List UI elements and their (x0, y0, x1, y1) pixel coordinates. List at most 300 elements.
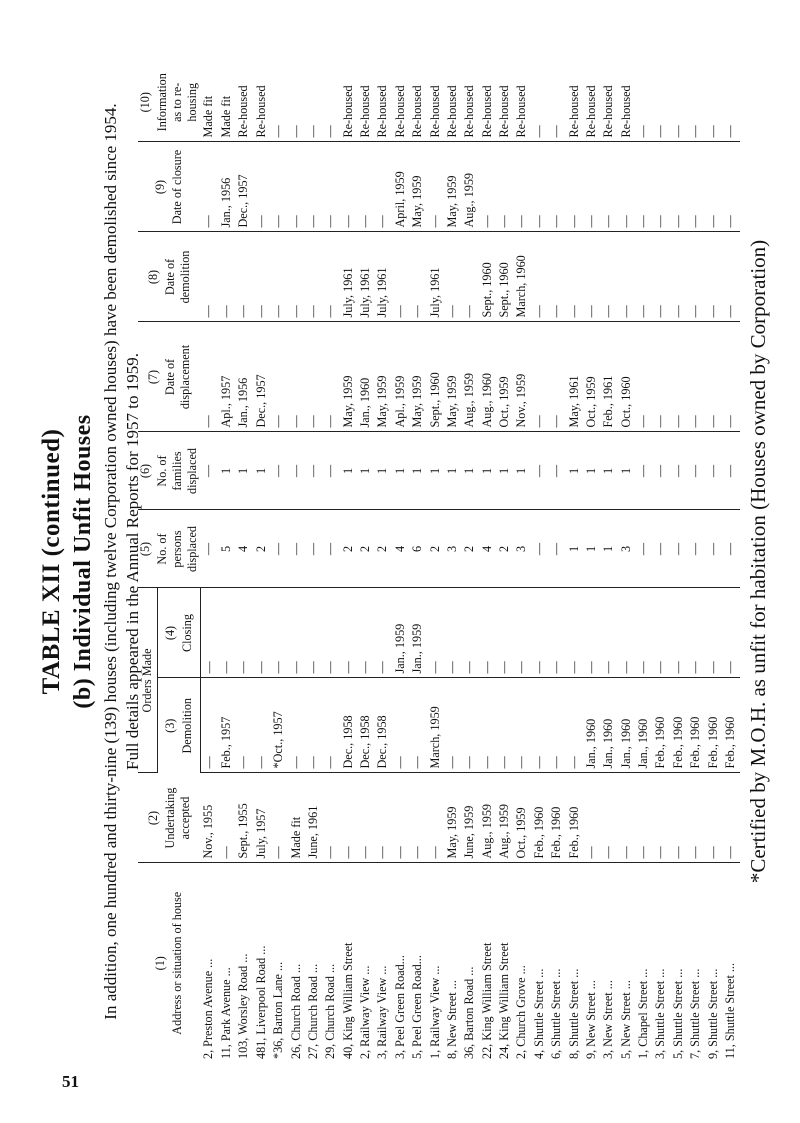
cell-demolition-date: — (531, 232, 548, 322)
cell-closing-order: — (583, 588, 600, 678)
table-row (704, 63, 721, 1063)
cell-demolition-order: Jan., 1960 (635, 678, 652, 773)
cell-demolition-order: — (200, 678, 218, 773)
cell-families: 1 (618, 432, 635, 510)
cell-closing-order: — (687, 588, 704, 678)
cell-demolition-date: — (652, 232, 669, 322)
cell-displacement: — (287, 322, 304, 432)
cell-rehousing: Re-housed (600, 63, 617, 142)
cell-undertaking: — (392, 773, 409, 863)
cell-closing-order: — (565, 588, 582, 678)
cell-closure-date: May, 1959 (444, 142, 461, 232)
cell-closing-order: — (426, 588, 443, 678)
table-row (496, 63, 513, 1063)
cell-families: 1 (392, 432, 409, 510)
cell-demolition-order: — (409, 678, 426, 773)
cell-rehousing: — (270, 63, 287, 142)
cell-demolition-date: July, 1961 (426, 232, 443, 322)
header-persons: (5) No. of persons displaced (138, 510, 200, 588)
cell-closing-order: — (200, 588, 218, 678)
cell-demolition-order: — (461, 678, 478, 773)
cell-persons: 4 (235, 510, 252, 588)
cell-demolition-date: Sept., 1960 (496, 232, 513, 322)
cell-closing-order: — (357, 588, 374, 678)
table-body (200, 63, 740, 1063)
cell-demolition-order: — (548, 678, 565, 773)
cell-rehousing: Re-housed (235, 63, 252, 142)
cell-families: — (652, 432, 669, 510)
header-orders-made: Orders Made (138, 588, 158, 773)
cell-closure-date: — (548, 142, 565, 232)
cell-undertaking: — (670, 773, 687, 863)
cell-rehousing: Re-housed (426, 63, 443, 142)
table-row (426, 63, 443, 1063)
cell-closure-date: Jan., 1956 (218, 142, 235, 232)
cell-displacement: — (704, 322, 721, 432)
page-title (38, 0, 97, 1123)
cell-closing-order: — (548, 588, 565, 678)
cell-address: 9, New Street ... (583, 980, 598, 1059)
cell-address: 2, Church Grove ... (514, 965, 529, 1059)
cell-demolition-date: — (583, 232, 600, 322)
cell-persons: 2 (426, 510, 443, 588)
cell-undertaking: — (704, 773, 721, 863)
cell-displacement: Jan., 1956 (235, 322, 252, 432)
cell-undertaking: — (218, 773, 235, 863)
cell-closing-order: — (461, 588, 478, 678)
table-row (253, 63, 270, 1063)
cell-closing-order: — (635, 588, 652, 678)
cell-demolition-date: — (548, 232, 565, 322)
cell-displacement: — (531, 322, 548, 432)
cell-closure-date: — (287, 142, 304, 232)
cell-address: *36, Barton Lane ... (271, 961, 286, 1059)
subtitle-line-2: Full details appeared in the Annual Reports for 1957 to 1959. (123, 353, 142, 770)
cell-rehousing: — (305, 63, 322, 142)
cell-undertaking: — (322, 773, 339, 863)
cell-demolition-order: Jan., 1960 (618, 678, 635, 773)
cell-undertaking: Feb., 1960 (565, 773, 582, 863)
table-row (357, 63, 374, 1063)
cell-displacement: Aug., 1959 (461, 322, 478, 432)
cell-demolition-date: — (461, 232, 478, 322)
cell-undertaking: — (722, 773, 740, 863)
cell-address: 3, Shuttle Street ... (653, 968, 668, 1059)
cell-demolition-order: — (479, 678, 496, 773)
cell-undertaking: — (340, 773, 357, 863)
cell-closure-date: Dec., 1957 (235, 142, 252, 232)
header-undertaking: (2) Undertaking accepted (138, 773, 200, 863)
cell-persons: — (722, 510, 740, 588)
subtitle-line-1: In addition, one hundred and thirty-nine (139) houses (including twelve Corporation owned houses) have been demolished since 1954. (101, 103, 120, 1020)
cell-demolition-order: March, 1959 (426, 678, 443, 773)
cell-address: 3, New Street ... (601, 980, 616, 1059)
cell-displacement: May, 1959 (374, 322, 391, 432)
cell-address: 1, Chapel Street ... (636, 968, 651, 1059)
cell-families: — (200, 432, 218, 510)
cell-undertaking: Sept., 1955 (235, 773, 252, 863)
cell-undertaking: — (426, 773, 443, 863)
cell-rehousing: Re-housed (409, 63, 426, 142)
cell-families: 1 (374, 432, 391, 510)
cell-demolition-order: Feb., 1960 (722, 678, 740, 773)
cell-rehousing: — (287, 63, 304, 142)
table-row (722, 63, 740, 1063)
cell-displacement: — (548, 322, 565, 432)
cell-closure-date: — (513, 142, 530, 232)
cell-closure-date: — (687, 142, 704, 232)
cell-persons: 2 (461, 510, 478, 588)
table-row (583, 63, 600, 1063)
cell-displacement: Oct., 1959 (583, 322, 600, 432)
cell-families: — (722, 432, 740, 510)
cell-closure-date: — (635, 142, 652, 232)
cell-rehousing: — (687, 63, 704, 142)
cell-closure-date: — (270, 142, 287, 232)
cell-undertaking: Made fit (287, 773, 304, 863)
cell-rehousing: — (704, 63, 721, 142)
cell-closure-date: — (200, 142, 218, 232)
cell-demolition-order: — (322, 678, 339, 773)
cell-closing-order: — (652, 588, 669, 678)
cell-families: 1 (235, 432, 252, 510)
cell-address: 7, Shuttle Street ... (688, 968, 703, 1059)
cell-families: 1 (496, 432, 513, 510)
cell-demolition-order: *Oct., 1957 (270, 678, 287, 773)
cell-demolition-order: Feb., 1960 (670, 678, 687, 773)
cell-displacement: Nov., 1959 (513, 322, 530, 432)
cell-closure-date: — (340, 142, 357, 232)
cell-families: — (635, 432, 652, 510)
cell-demolition-order: — (305, 678, 322, 773)
cell-displacement: Aug., 1960 (479, 322, 496, 432)
cell-persons: — (531, 510, 548, 588)
cell-rehousing: Re-housed (340, 63, 357, 142)
cell-rehousing: Made fit (200, 63, 218, 142)
cell-demolition-order: Feb., 1960 (687, 678, 704, 773)
cell-demolition-order: Jan., 1960 (600, 678, 617, 773)
cell-rehousing: Made fit (218, 63, 235, 142)
table-row (461, 63, 478, 1063)
cell-persons: — (548, 510, 565, 588)
cell-persons: — (704, 510, 721, 588)
cell-rehousing: Re-housed (392, 63, 409, 142)
cell-demolition-date: — (618, 232, 635, 322)
cell-families: 1 (479, 432, 496, 510)
cell-demolition-order: — (444, 678, 461, 773)
cell-displacement: — (722, 322, 740, 432)
cell-demolition-date: — (235, 232, 252, 322)
cell-rehousing: — (531, 63, 548, 142)
cell-undertaking: June, 1961 (305, 773, 322, 863)
cell-rehousing: Re-housed (461, 63, 478, 142)
section-title: (b) Individual Unfit Houses (70, 414, 96, 709)
cell-demolition-date: July, 1961 (357, 232, 374, 322)
cell-families: — (287, 432, 304, 510)
cell-families: 1 (426, 432, 443, 510)
cell-displacement: Apl., 1959 (392, 322, 409, 432)
cell-persons: 3 (444, 510, 461, 588)
cell-persons: — (687, 510, 704, 588)
cell-rehousing: Re-housed (444, 63, 461, 142)
cell-displacement: May, 1959 (340, 322, 357, 432)
cell-demolition-date: July, 1961 (340, 232, 357, 322)
cell-persons: — (652, 510, 669, 588)
cell-address: 5, New Street ... (618, 980, 633, 1059)
cell-persons: 2 (253, 510, 270, 588)
cell-undertaking: — (687, 773, 704, 863)
cell-undertaking: — (357, 773, 374, 863)
page-number: 51 (62, 1072, 79, 1091)
cell-closing-order: — (287, 588, 304, 678)
cell-undertaking: — (635, 773, 652, 863)
table-row (548, 63, 565, 1063)
cell-demolition-order: Dec., 1958 (340, 678, 357, 773)
cell-closure-date: May, 1959 (409, 142, 426, 232)
cell-closing-order: — (305, 588, 322, 678)
cell-demolition-date: March, 1960 (513, 232, 530, 322)
cell-demolition-date: — (704, 232, 721, 322)
cell-demolition-date: — (444, 232, 461, 322)
cell-closure-date: — (496, 142, 513, 232)
table-row (565, 63, 582, 1063)
cell-demolition-order: Dec., 1958 (374, 678, 391, 773)
cell-demolition-date: July, 1961 (374, 232, 391, 322)
cell-closing-order: — (374, 588, 391, 678)
table-row (635, 63, 652, 1063)
cell-address: 4, Shuttle Street ... (531, 968, 546, 1059)
cell-displacement: Sept., 1960 (426, 322, 443, 432)
cell-displacement: — (670, 322, 687, 432)
cell-families: — (687, 432, 704, 510)
cell-persons: 1 (600, 510, 617, 588)
cell-persons: — (200, 510, 218, 588)
cell-closing-order: — (322, 588, 339, 678)
cell-demolition-order: — (392, 678, 409, 773)
cell-closing-order: — (496, 588, 513, 678)
cell-closure-date: — (565, 142, 582, 232)
table-row (479, 63, 496, 1063)
cell-demolition-date: — (687, 232, 704, 322)
cell-demolition-date: — (253, 232, 270, 322)
cell-families: 1 (409, 432, 426, 510)
cell-address: 26, Church Road ... (288, 963, 303, 1059)
cell-demolition-order: — (287, 678, 304, 773)
table-title: TABLE XII (continued) (38, 428, 65, 695)
cell-closing-order: — (513, 588, 530, 678)
cell-demolition-date: — (218, 232, 235, 322)
cell-address: 8, New Street ... (444, 980, 459, 1059)
cell-persons: 2 (496, 510, 513, 588)
cell-closing-order: — (340, 588, 357, 678)
cell-address: 2, Preston Avenue ... (201, 958, 216, 1059)
cell-closing-order: Jan., 1959 (392, 588, 409, 678)
cell-undertaking: — (409, 773, 426, 863)
cell-persons: 3 (513, 510, 530, 588)
cell-rehousing: Re-housed (513, 63, 530, 142)
cell-closure-date: — (670, 142, 687, 232)
cell-families: — (305, 432, 322, 510)
cell-demolition-date: — (392, 232, 409, 322)
cell-displacement: Oct., 1960 (618, 322, 635, 432)
cell-displacement: Apl., 1957 (218, 322, 235, 432)
table-row (392, 63, 409, 1063)
table-row (287, 63, 304, 1063)
cell-address: 9, Shuttle Street ... (705, 968, 720, 1059)
cell-address: 103, Worsley Road ... (236, 953, 251, 1059)
cell-closure-date: April, 1959 (392, 142, 409, 232)
cell-families: 1 (357, 432, 374, 510)
cell-rehousing: Re-housed (565, 63, 582, 142)
cell-closure-date: — (618, 142, 635, 232)
cell-closure-date: — (305, 142, 322, 232)
table-row (409, 63, 426, 1063)
cell-families: 1 (600, 432, 617, 510)
cell-closure-date: Aug., 1959 (461, 142, 478, 232)
cell-demolition-order: Feb., 1960 (704, 678, 721, 773)
cell-closing-order: — (670, 588, 687, 678)
cell-undertaking: July, 1957 (253, 773, 270, 863)
cell-closure-date: — (531, 142, 548, 232)
cell-demolition-date: — (287, 232, 304, 322)
cell-undertaking: Aug., 1959 (496, 773, 513, 863)
cell-demolition-date: — (322, 232, 339, 322)
cell-closing-order: — (444, 588, 461, 678)
header-closing-order: (4) Closing (158, 588, 200, 678)
cell-closure-date: — (704, 142, 721, 232)
cell-undertaking: — (652, 773, 669, 863)
table-row (652, 63, 669, 1063)
cell-closing-order: — (600, 588, 617, 678)
cell-rehousing: — (635, 63, 652, 142)
cell-persons: — (270, 510, 287, 588)
cell-displacement: — (635, 322, 652, 432)
cell-persons: — (287, 510, 304, 588)
cell-closing-order: — (479, 588, 496, 678)
cell-undertaking: — (618, 773, 635, 863)
cell-rehousing: Re-housed (357, 63, 374, 142)
cell-families: — (548, 432, 565, 510)
cell-undertaking: May, 1959 (444, 773, 461, 863)
cell-demolition-date: — (270, 232, 287, 322)
cell-address: 22, King William Street (479, 942, 494, 1059)
header-closure-date: (9) Date of closure (138, 142, 200, 232)
cell-address: 481, Liverpool Road ... (253, 945, 268, 1059)
cell-demolition-order: Dec., 1958 (357, 678, 374, 773)
cell-undertaking: Feb., 1960 (531, 773, 548, 863)
cell-rehousing: — (652, 63, 669, 142)
cell-rehousing: — (322, 63, 339, 142)
cell-undertaking: Aug., 1959 (479, 773, 496, 863)
cell-address: 29, Church Road ... (323, 963, 338, 1059)
cell-demolition-order: Jan., 1960 (583, 678, 600, 773)
cell-persons: — (670, 510, 687, 588)
cell-displacement: May, 1959 (444, 322, 461, 432)
cell-demolition-order: Feb., 1957 (218, 678, 235, 773)
cell-displacement: May, 1959 (409, 322, 426, 432)
cell-demolition-date: — (600, 232, 617, 322)
cell-undertaking: — (600, 773, 617, 863)
table-header (138, 63, 200, 1063)
cell-families: — (322, 432, 339, 510)
table-row (218, 63, 235, 1063)
cell-rehousing: — (548, 63, 565, 142)
cell-address: 11, Shuttle Street ... (723, 962, 738, 1059)
cell-displacement: — (652, 322, 669, 432)
cell-demolition-date: — (635, 232, 652, 322)
cell-persons: 1 (583, 510, 600, 588)
cell-persons: 3 (618, 510, 635, 588)
cell-closure-date: — (479, 142, 496, 232)
cell-address: 5, Peel Green Road... (410, 955, 425, 1059)
cell-address: 3, Railway View ... (375, 965, 390, 1059)
cell-displacement: — (200, 322, 218, 432)
cell-closing-order: — (218, 588, 235, 678)
cell-address: 8, Shuttle Street ... (566, 968, 581, 1059)
cell-closing-order: — (531, 588, 548, 678)
cell-address: 3, Peel Green Road... (392, 955, 407, 1059)
cell-families: — (270, 432, 287, 510)
cell-undertaking: — (270, 773, 287, 863)
cell-persons: — (322, 510, 339, 588)
cell-families: — (531, 432, 548, 510)
table-row (305, 63, 322, 1063)
cell-persons: 6 (409, 510, 426, 588)
cell-displacement: — (687, 322, 704, 432)
cell-undertaking: — (583, 773, 600, 863)
cell-persons: 5 (218, 510, 235, 588)
cell-address: 40, King William Street (340, 942, 355, 1059)
cell-persons: — (305, 510, 322, 588)
cell-demolition-date: Sept., 1960 (479, 232, 496, 322)
cell-families: 1 (461, 432, 478, 510)
cell-rehousing: Re-housed (618, 63, 635, 142)
cell-rehousing: — (722, 63, 740, 142)
cell-families: 1 (218, 432, 235, 510)
cell-closing-order: — (270, 588, 287, 678)
cell-address: 6, Shuttle Street ... (549, 968, 564, 1059)
table-row (340, 63, 357, 1063)
table-row (235, 63, 252, 1063)
header-demolition-date: (8) Date of demolition (138, 232, 200, 322)
cell-persons: 1 (565, 510, 582, 588)
cell-persons: 4 (479, 510, 496, 588)
unfit-houses-table (138, 63, 740, 1063)
cell-families: 1 (513, 432, 530, 510)
cell-closing-order: — (704, 588, 721, 678)
cell-rehousing: Re-housed (479, 63, 496, 142)
cell-undertaking: Oct., 1959 (513, 773, 530, 863)
table-row (600, 63, 617, 1063)
cell-families: 1 (340, 432, 357, 510)
cell-undertaking: Nov., 1955 (200, 773, 218, 863)
header-demolition-order: (3) Demolition (158, 678, 200, 773)
cell-displacement: — (322, 322, 339, 432)
table-row (513, 63, 530, 1063)
cell-closure-date: — (374, 142, 391, 232)
cell-closing-order: Jan., 1959 (409, 588, 426, 678)
cell-displacement: Jan., 1960 (357, 322, 374, 432)
cell-address: 2, Railway View ... (358, 965, 373, 1059)
cell-demolition-date: — (409, 232, 426, 322)
cell-families: — (704, 432, 721, 510)
cell-demolition-order: — (496, 678, 513, 773)
table-row (670, 63, 687, 1063)
cell-address: 1, Railway View ... (427, 965, 442, 1059)
table-row (322, 63, 339, 1063)
cell-rehousing: Re-housed (583, 63, 600, 142)
cell-persons: 2 (340, 510, 357, 588)
